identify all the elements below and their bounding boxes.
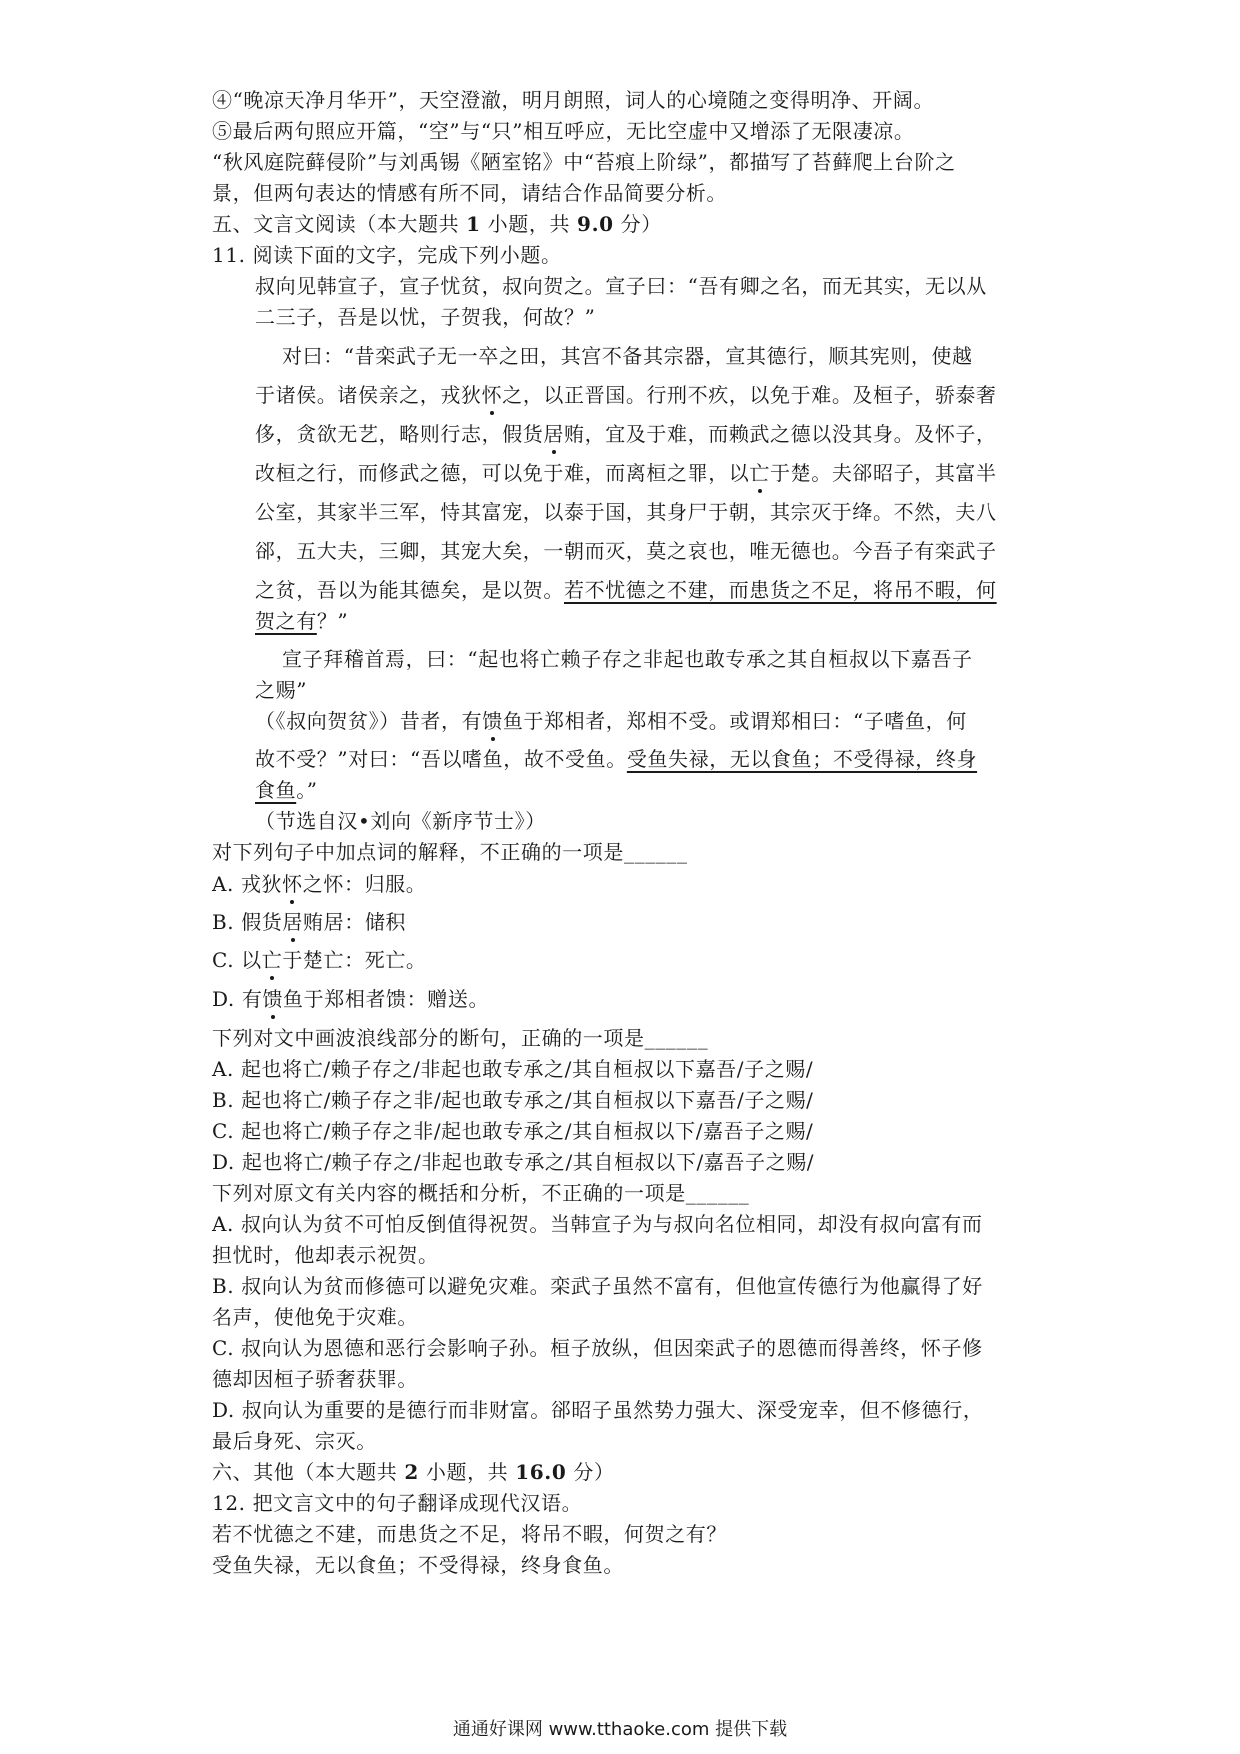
translation-sentence: 受鱼失禄，无以食鱼；不受得禄，终身食鱼。 — [212, 1553, 624, 1577]
text-line: ④“晚凉天净月华开”，天空澄澈，明月朗照，词人的心境随之变得明净、开阔。 — [212, 88, 935, 112]
option-a: A. 戎狄怀之怀：归服。 — [212, 872, 427, 896]
question-stem: 下列对文中画波浪线部分的断句，正确的一项是______ — [212, 1026, 709, 1050]
option-c: C. 以亡于楚亡：死亡。 — [212, 948, 427, 972]
underlined-sentence: 受鱼失禄，无以食鱼；不受得禄，终身 — [626, 747, 978, 771]
passage-line: 郤，五大夫，三卿，其宠大矣，一朝而灭，莫之哀也，唯无德也。今吾子有栾武子 — [255, 539, 997, 563]
page-footer: 通通好课网 www.tthaoke.com 提供下载 — [452, 1719, 788, 1740]
option-b: B. 叔向认为贫而修德可以避免灾难。栾武子虽然不富有，但他宣传德行为他赢得了好 — [212, 1274, 983, 1298]
source-note: （节选自汉•刘向《新序节士》） — [255, 809, 546, 833]
passage-line: 叔向见韩宣子，宣子忧贫，叔向贺之。宣子曰：“吾有卿之名，而无其实，无以从 — [255, 274, 987, 298]
passage-line: 食鱼。” — [255, 778, 318, 802]
passage-line: 对曰：“昔栾武子无一卒之田，其宫不备其宗器，宣其德行，顺其宪则，使越 — [282, 344, 973, 368]
passage-line: 于诸侯。诸侯亲之，戎狄怀之，以正晋国。行刑不疚，以免于难。及桓子，骄泰奢 — [255, 383, 997, 407]
emphasis-dot-char: 怀 — [481, 383, 503, 407]
emphasis-dot-char: 亡 — [261, 948, 283, 972]
underlined-sentence: 食鱼 — [255, 778, 297, 802]
option-b: B. 假货居贿居：储积 — [212, 910, 407, 934]
underlined-sentence: 若不忧德之不建，而患货之不足，将吊不暇，何 — [564, 578, 997, 602]
emphasis-dot-char: 亡 — [749, 461, 771, 485]
passage-line: 改桓之行，而修武之德，可以免于难，而离桓之罪，以亡于楚。夫郤昭子，其富半 — [255, 461, 997, 485]
emphasis-dot-char: 馈 — [262, 987, 284, 1011]
option-b: B. 起也将亡/赖子存之非/起也敢专承之/其自桓叔以下嘉吾/子之赐/ — [212, 1088, 814, 1112]
option-a-cont: 担忧时，他却表示祝贺。 — [212, 1243, 439, 1267]
passage-line: 之赐” — [255, 678, 308, 702]
passage-line: （《叔向贺贫》）昔者，有馈鱼于郑相者，郑相不受。或谓郑相曰：“子嗜鱼，何 — [255, 709, 967, 733]
option-d: D. 叔向认为重要的是德行而非财富。郤昭子虽然势力强大、深受宠幸，但不修德行， — [212, 1398, 984, 1422]
passage-line: 侈，贪欲无艺，略则行志，假货居贿，宜及于难，而赖武之德以没其身。及怀子， — [255, 422, 997, 446]
passage-line: 二三子，吾是以忧，子贺我，何故？” — [255, 305, 596, 329]
option-b-cont: 名声，使他免于灾难。 — [212, 1305, 418, 1329]
emphasis-dot-char: 馈 — [482, 709, 503, 733]
option-c: C. 叔向认为恩德和恶行会影响子孙。桓子放纵，但因栾武子的恩德而得善终，怀子修 — [212, 1336, 983, 1360]
option-c: C. 起也将亡/赖子存之非/起也敢专承之/其自桓叔以下/嘉吾子之赐/ — [212, 1119, 814, 1143]
option-a: A. 叔向认为贫不可怕反倒值得祝贺。当韩宣子为与叔向名位相同，却没有叔向富有而 — [212, 1212, 983, 1236]
option-d-cont: 最后身死、宗灭。 — [212, 1429, 377, 1453]
passage-line: 贺之有？” — [255, 609, 349, 633]
option-d: D. 起也将亡/赖子存之/非起也敢专承之/其自桓叔以下/嘉吾子之赐/ — [212, 1150, 815, 1174]
underlined-sentence: 贺之有 — [255, 609, 317, 633]
option-d: D. 有馈鱼于郑相者馈：赠送。 — [212, 987, 490, 1011]
passage-line: 宣子拜稽首焉，曰：“起也将亡赖子存之非起也敢专承之其自桓叔以下嘉吾子 — [282, 647, 973, 671]
question-title: 11. 阅读下面的文字，完成下列小题。 — [212, 243, 562, 267]
text-line: ⑤最后两句照应开篇，“空”与“只”相互呼应，无比空虚中又增添了无限凄凉。 — [212, 119, 915, 143]
emphasis-dot-char: 居 — [282, 910, 304, 934]
emphasis-dot-char: 怀 — [282, 872, 303, 896]
text-line: “秋风庭院藓侵阶”与刘禹锡《陋室铭》中“苔痕上阶绿”，都描写了苔藓爬上台阶之 — [212, 150, 956, 174]
passage-line: 公室，其家半三军，恃其富宠，以泰于国，其身尸于朝，其宗灭于绛。不然，夫八 — [255, 500, 997, 524]
emphasis-dot-char: 居 — [543, 422, 565, 446]
section-heading: 六、其他（本大题共 2 小题，共 16.0 分） — [212, 1460, 615, 1484]
section-heading: 五、文言文阅读（本大题共 1 小题，共 9.0 分） — [212, 212, 662, 236]
question-title: 12. 把文言文中的句子翻译成现代汉语。 — [212, 1491, 583, 1515]
question-stem: 对下列句子中加点词的解释，不正确的一项是______ — [212, 840, 688, 864]
question-stem: 下列对原文有关内容的概括和分析，不正确的一项是______ — [212, 1181, 750, 1205]
option-a: A. 起也将亡/赖子存之/非起也敢专承之/其自桓叔以下嘉吾/子之赐/ — [212, 1057, 814, 1081]
text-line: 景，但两句表达的情感有所不同，请结合作品简要分析。 — [212, 181, 727, 205]
passage-line: 故不受？”对曰：“吾以嗜鱼，故不受鱼。受鱼失禄，无以食鱼；不受得禄，终身 — [255, 747, 978, 771]
translation-sentence: 若不忧德之不建，而患货之不足，将吊不暇，何贺之有？ — [212, 1522, 727, 1546]
option-c-cont: 德却因桓子骄奢获罪。 — [212, 1367, 418, 1391]
passage-line: 之贫，吾以为能其德矣，是以贺。若不忧德之不建，而患货之不足，将吊不暇，何 — [255, 578, 997, 602]
